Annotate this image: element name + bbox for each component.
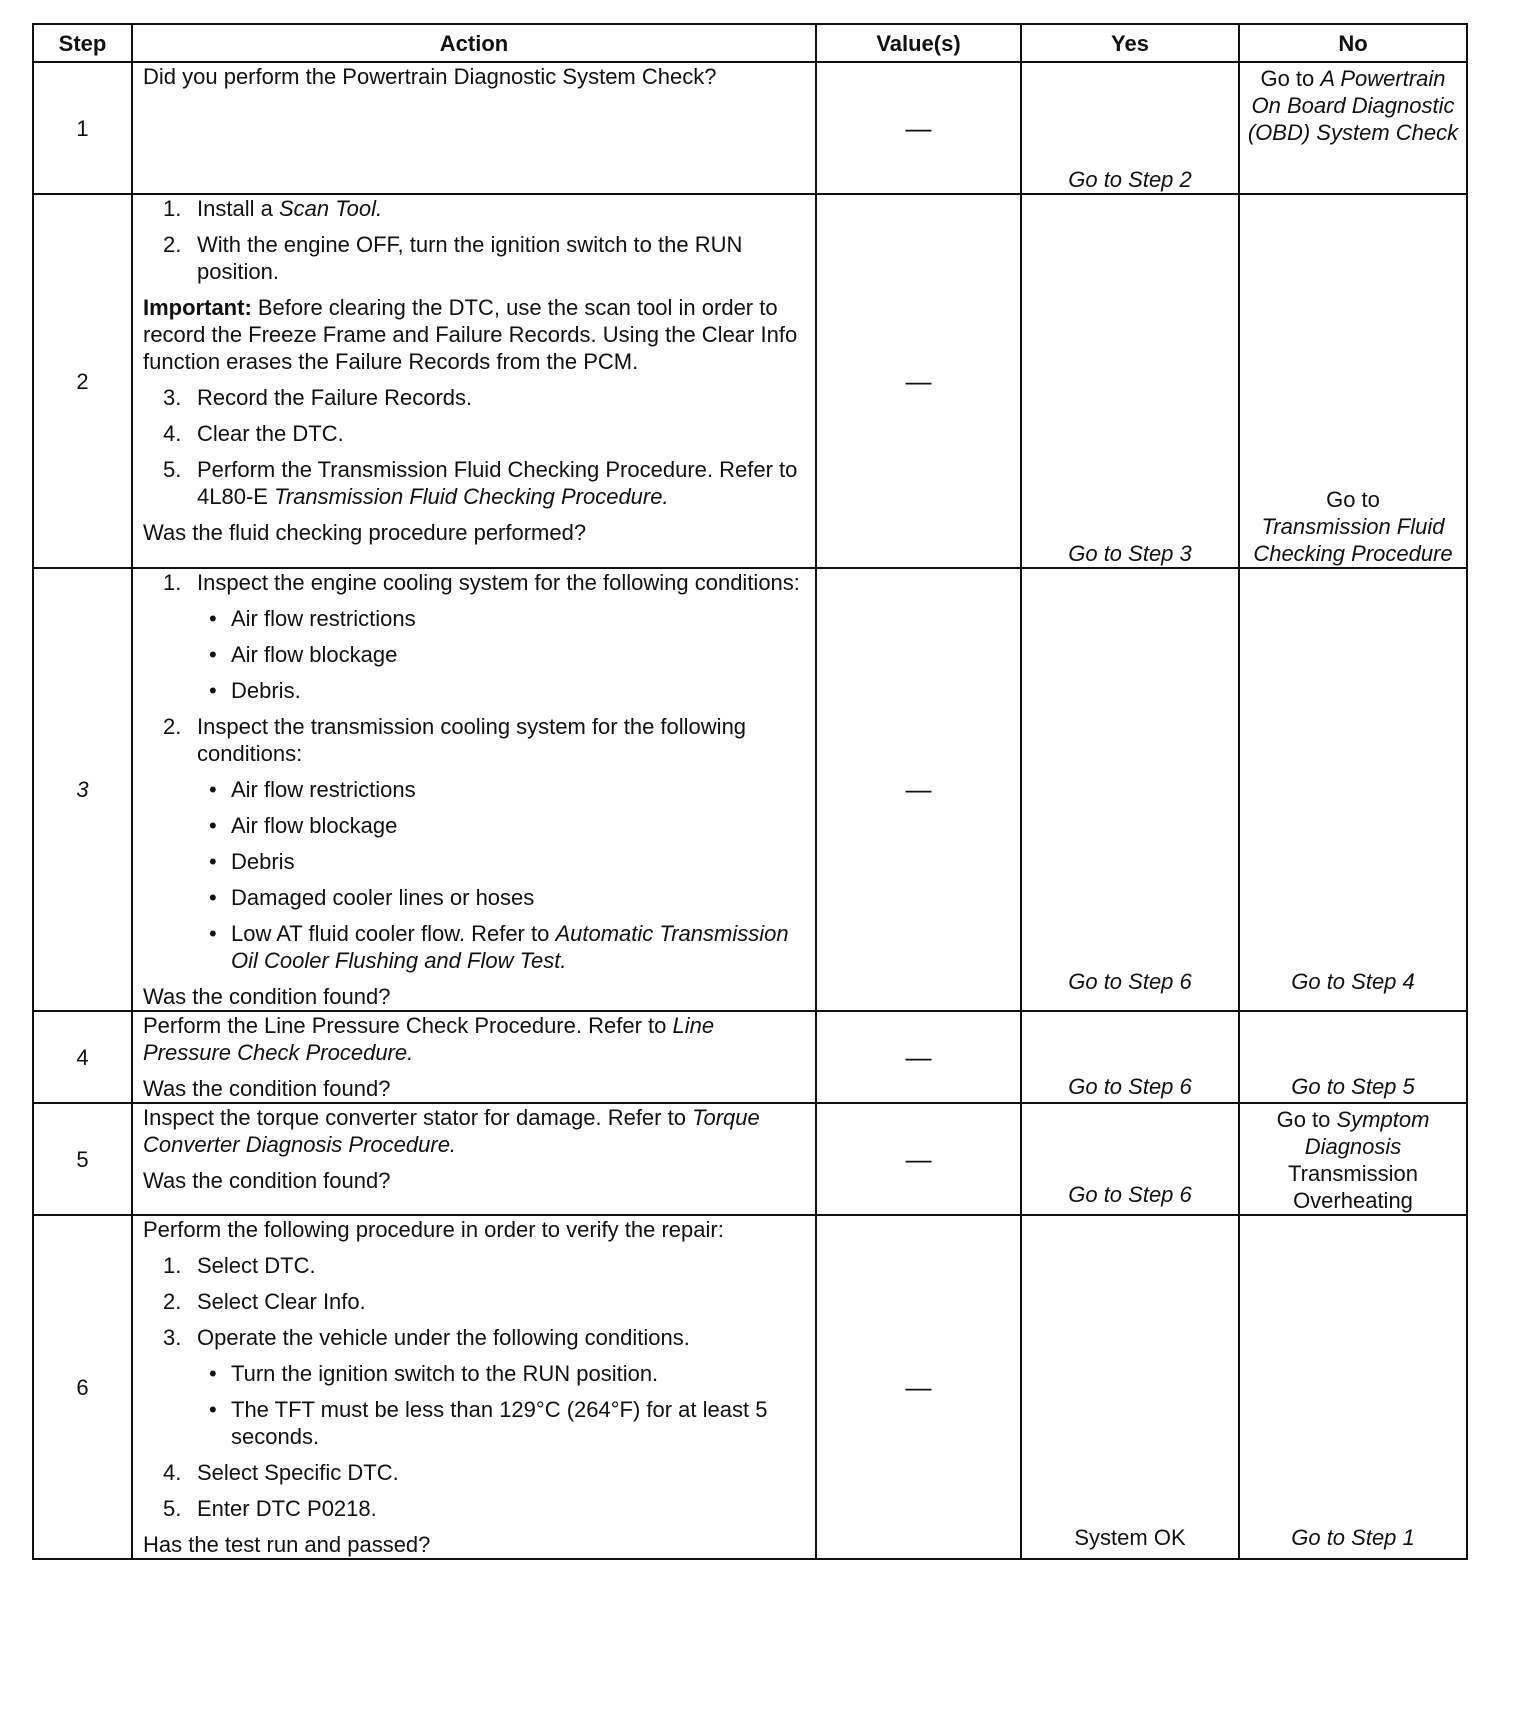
action-cell — [132, 568, 816, 1011]
no-link[interactable]: Go to A Powertrain On Board Diagnostic (OBD) System Check — [1247, 66, 1459, 145]
list-item: • Debris. — [209, 678, 301, 703]
value-cell: — — [816, 1103, 1021, 1215]
no-link[interactable]: Go to Step 5 — [1291, 1074, 1415, 1099]
value-cell: — — [816, 568, 1021, 1011]
yes-link[interactable]: Go to Step 3 — [1068, 541, 1192, 566]
step-number: 4 — [33, 1011, 132, 1103]
list-item: • Damaged cooler lines or hoses — [209, 885, 535, 910]
no-link[interactable]: Go to Symptom Diagnosis Transmission Overheating — [1276, 1107, 1430, 1213]
no-cell — [1239, 1011, 1467, 1103]
list-item: 1. Select DTC. — [163, 1253, 316, 1278]
action-cell — [132, 62, 816, 194]
value-cell: — — [816, 1215, 1021, 1559]
list-item: 5. Perform the Transmission Fluid Checking Procedure. Refer to 4L80-E Transmission Fluid Checking Procedure. — [163, 457, 798, 509]
action-question: Was the condition found? — [143, 1076, 391, 1101]
list-item: 1. Install a Scan Tool. — [163, 196, 383, 221]
header-values: Value(s) — [816, 24, 1021, 62]
list-item: 5. Enter DTC P0218. — [163, 1496, 377, 1521]
step-number: 2 — [33, 194, 132, 568]
list-item: • Turn the ignition switch to the RUN position. — [209, 1361, 659, 1386]
list-item: 4. Select Specific DTC. — [163, 1460, 399, 1485]
table-row — [33, 568, 1467, 1011]
value-cell: — — [816, 62, 1021, 194]
action-question: Was the fluid checking procedure performed? — [143, 520, 587, 545]
table-row — [33, 1011, 1467, 1103]
no-cell — [1239, 194, 1467, 568]
yes-cell — [1021, 1011, 1239, 1103]
no-cell — [1239, 62, 1467, 194]
action-cell — [132, 1215, 816, 1559]
no-link[interactable]: Go to Step 1 — [1291, 1525, 1415, 1550]
yes-cell — [1021, 1103, 1239, 1215]
yes-link[interactable]: Go to Step 2 — [1068, 167, 1192, 192]
yes-link[interactable]: Go to Step 6 — [1068, 1182, 1192, 1207]
header-yes: Yes — [1021, 24, 1239, 62]
header-no: No — [1239, 24, 1467, 62]
list-item: 1. Inspect the engine cooling system for the following conditions: — [163, 570, 800, 595]
list-item: • Air flow blockage — [209, 642, 398, 667]
step-number: 3 — [33, 568, 132, 1011]
yes-cell — [1021, 568, 1239, 1011]
no-link[interactable]: Go to Step 4 — [1291, 969, 1415, 994]
list-item: • Air flow restrictions — [209, 606, 416, 631]
list-item: 2. With the engine OFF, turn the ignition switch to the RUN position. — [163, 232, 743, 284]
action-text: Inspect the torque converter stator for damage. Refer to Torque Converter Diagnosis Procedure. — [143, 1105, 760, 1157]
no-cell — [1239, 1215, 1467, 1559]
no-cell — [1239, 568, 1467, 1011]
list-item: • Debris — [209, 849, 295, 874]
yes-cell — [1021, 62, 1239, 194]
list-item: • Low AT fluid cooler flow. Refer to Automatic Transmission Oil Cooler Flushing and Flow Test. — [209, 921, 789, 973]
list-item: • The TFT must be less than 129°C (264°F) for at least 5 seconds. — [209, 1397, 768, 1449]
table-row — [33, 194, 1467, 568]
diagnostic-table — [32, 23, 1468, 1560]
action-question: Was the condition found? — [143, 984, 391, 1009]
action-text: Perform the Line Pressure Check Procedure. Refer to Line Pressure Check Procedure. — [143, 1013, 715, 1065]
list-item: • Air flow blockage — [209, 813, 398, 838]
step-number: 6 — [33, 1215, 132, 1559]
list-item: 4. Clear the DTC. — [163, 421, 344, 446]
list-item: • Air flow restrictions — [209, 777, 416, 802]
table-row — [33, 1215, 1467, 1559]
list-item: 2. Select Clear Info. — [163, 1289, 366, 1314]
step-number: 5 — [33, 1103, 132, 1215]
no-cell — [1239, 1103, 1467, 1215]
value-cell: — — [816, 194, 1021, 568]
yes-result: System OK — [1074, 1525, 1186, 1550]
important-note: Important: Before clearing the DTC, use the scan tool in order to record the Freeze Frame and Failure Records. Using the Clear Info function erases the Failure Records from the PCM. — [143, 295, 798, 374]
value-cell: — — [816, 1011, 1021, 1103]
action-question: Did you perform the Powertrain Diagnostic System Check? — [143, 64, 717, 89]
list-item: 2. Inspect the transmission cooling system for the following conditions: — [163, 714, 747, 766]
yes-link[interactable]: Go to Step 6 — [1068, 969, 1192, 994]
list-item: 3. Operate the vehicle under the following conditions. — [163, 1325, 690, 1350]
list-item: 3. Record the Failure Records. — [163, 385, 473, 410]
action-cell — [132, 1103, 816, 1215]
header-action: Action — [132, 24, 816, 62]
yes-cell — [1021, 194, 1239, 568]
yes-cell — [1021, 1215, 1239, 1559]
action-question: Has the test run and passed? — [143, 1532, 431, 1557]
header-step: Step — [33, 24, 132, 62]
no-link[interactable]: Go to Transmission Fluid Checking Procedure — [1253, 487, 1453, 566]
yes-link[interactable]: Go to Step 6 — [1068, 1074, 1192, 1099]
action-intro: Perform the following procedure in order to verify the repair: — [143, 1217, 724, 1242]
header-row — [33, 24, 1467, 62]
action-cell — [132, 194, 816, 568]
action-cell — [132, 1011, 816, 1103]
table-row — [33, 62, 1467, 194]
action-question: Was the condition found? — [143, 1168, 391, 1193]
table-row — [33, 1103, 1467, 1215]
step-number: 1 — [33, 62, 132, 194]
